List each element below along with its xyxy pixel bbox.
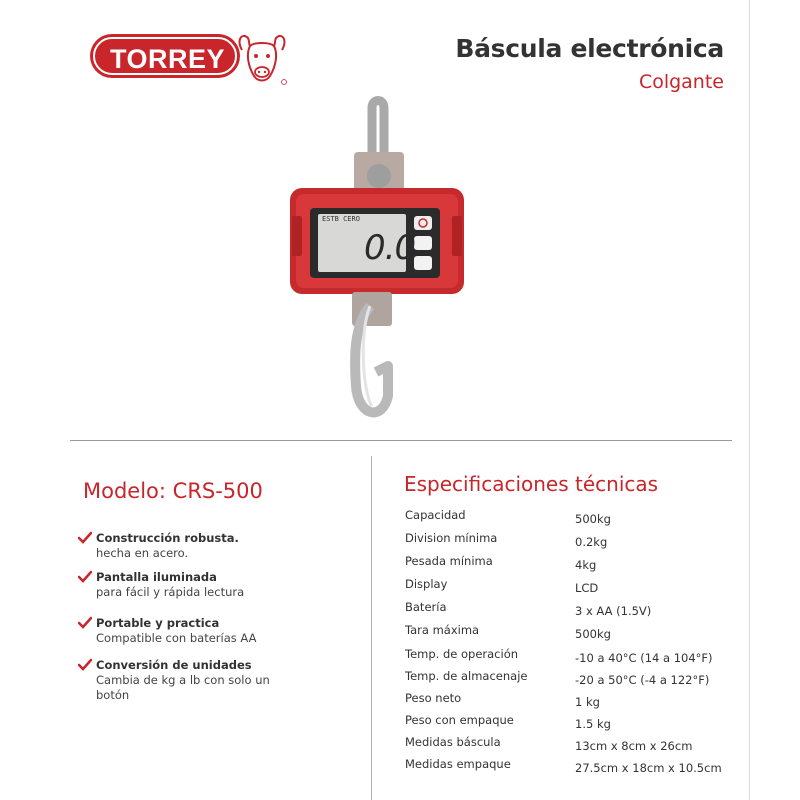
spec-label: Medidas empaque bbox=[405, 757, 511, 771]
display-reading: 0.0 bbox=[364, 228, 416, 268]
spec-label: Medidas báscula bbox=[405, 735, 501, 749]
brand-logo bbox=[88, 28, 288, 88]
spec-value: 27.5cm x 18cm x 10.5cm bbox=[575, 761, 722, 775]
spec-value: LCD bbox=[575, 581, 599, 595]
spec-row bbox=[405, 735, 745, 755]
spec-value: -20 a 50°C (-4 a 122°F) bbox=[575, 673, 710, 687]
display-status-label: ESTB CERO bbox=[322, 215, 360, 223]
check-icon bbox=[78, 531, 92, 545]
scale-image bbox=[284, 96, 474, 426]
spec-row bbox=[405, 554, 745, 574]
spec-value: 1.5 kg bbox=[575, 717, 611, 731]
section-divider bbox=[70, 440, 732, 441]
feature-description: hecha en acero. bbox=[96, 546, 189, 560]
spec-row bbox=[405, 577, 745, 597]
check-icon bbox=[78, 616, 92, 630]
feature-description: Cambia de kg a lb con solo un botón bbox=[96, 673, 270, 702]
spec-label: Batería bbox=[405, 600, 447, 614]
spec-row bbox=[405, 691, 745, 711]
feature-title: Conversión de unidades bbox=[96, 658, 252, 672]
feature-title: Construcción robusta. bbox=[96, 531, 239, 545]
spec-label: Temp. de almacenaje bbox=[405, 669, 528, 683]
spec-label: Division mínima bbox=[405, 531, 498, 545]
feature-description: Compatible con baterías AA bbox=[96, 631, 257, 645]
model-label: Modelo: CRS-500 bbox=[83, 479, 263, 503]
spec-value: 13cm x 8cm x 26cm bbox=[575, 739, 693, 753]
spec-row bbox=[405, 623, 745, 643]
feature-description: para fácil y rápida lectura bbox=[96, 585, 245, 599]
spec-value: 1 kg bbox=[575, 695, 600, 709]
brand-logo-text: TORREY bbox=[110, 44, 226, 74]
spec-label: Temp. de operación bbox=[405, 647, 519, 661]
spec-row bbox=[405, 757, 745, 777]
page-edge-line bbox=[749, 0, 750, 800]
spec-value: 3 x AA (1.5V) bbox=[575, 604, 652, 618]
specs-heading: Especificaciones técnicas bbox=[404, 472, 659, 496]
spec-row bbox=[405, 713, 745, 733]
spec-row bbox=[405, 531, 745, 551]
check-icon bbox=[78, 658, 92, 672]
check-icon bbox=[78, 570, 92, 584]
spec-label: Display bbox=[405, 577, 448, 591]
spec-label: Capacidad bbox=[405, 508, 466, 522]
spec-row bbox=[405, 600, 745, 620]
spec-label: Peso con empaque bbox=[405, 713, 514, 727]
spec-row bbox=[405, 508, 745, 528]
spec-value: 4kg bbox=[575, 558, 597, 572]
product-title: Báscula electrónica bbox=[455, 34, 724, 63]
spec-label: Peso neto bbox=[405, 691, 462, 705]
feature-title: Portable y practica bbox=[96, 616, 220, 630]
spec-row bbox=[405, 647, 745, 667]
spec-label: Pesada mínima bbox=[405, 554, 493, 568]
spec-row bbox=[405, 669, 745, 689]
spec-value: -10 a 40°C (14 a 104°F) bbox=[575, 651, 713, 665]
spec-label: Tara máxima bbox=[405, 623, 480, 637]
spec-value: 0.2kg bbox=[575, 535, 608, 549]
column-divider bbox=[371, 456, 372, 800]
spec-value: 500kg bbox=[575, 512, 611, 526]
feature-title: Pantalla iluminada bbox=[96, 570, 217, 584]
product-subtitle: Colgante bbox=[638, 71, 724, 93]
spec-value: 500kg bbox=[575, 627, 611, 641]
